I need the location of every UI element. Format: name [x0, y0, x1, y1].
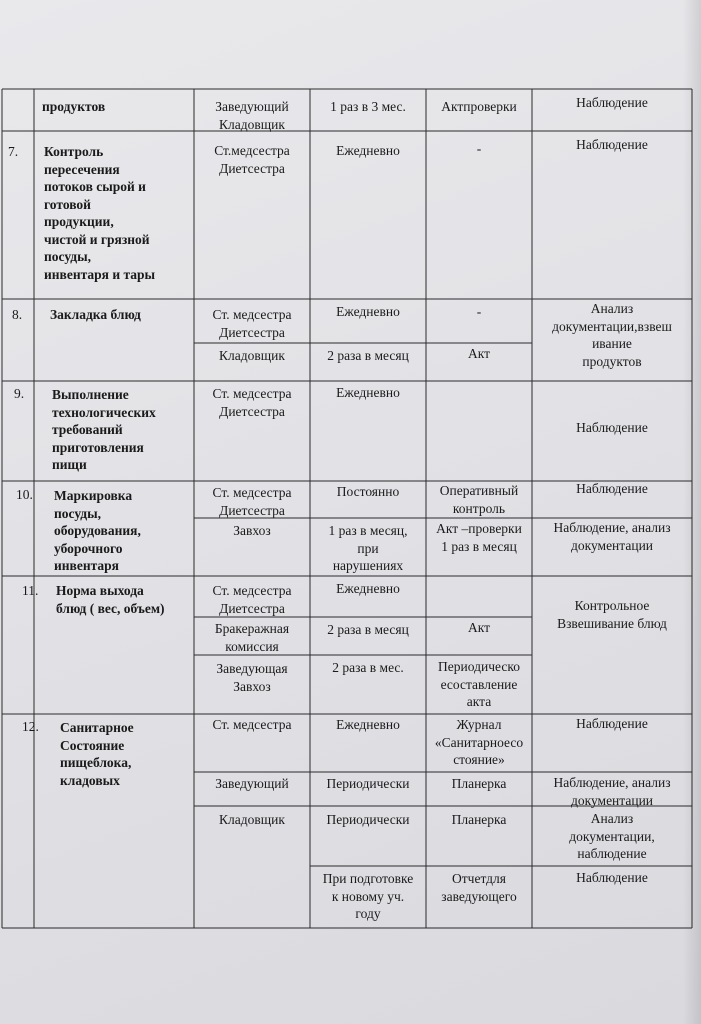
row-12-responsible-1: Ст. медсестра — [212, 717, 292, 732]
row-12-responsible-3: Кладовщик — [219, 812, 285, 827]
row-8-document-1: - — [476, 304, 482, 319]
row-11-label: Норма выхода блюд ( вес, объем) — [56, 583, 165, 616]
row-7-label: Контроль пересечения потоков сырой и готовой продукции, чистой и грязной посуды, инвентаря и тары — [44, 144, 156, 282]
row-10-responsible-2: Завхоз — [233, 523, 271, 538]
row-8-responsible-1: Ст. медсестра Диетсестра — [212, 307, 292, 340]
row-11-method: Контрольное Взвешивание блюд — [557, 598, 667, 631]
row-12-frequency-3: Периодически — [326, 812, 410, 827]
row-12-method-4: Наблюдение — [576, 870, 648, 885]
row-8-label: Закладка блюд — [50, 307, 141, 322]
row-6-document: Актпроверки — [441, 99, 517, 114]
row-8-method: Анализ документации,взвеш ивание продуктов — [552, 301, 672, 369]
row-7-document: - — [476, 141, 482, 156]
row-11-responsible-3: Заведующая Завхоз — [216, 661, 288, 694]
page-edge-shadow — [683, 0, 701, 1024]
row-11-frequency-1: Ежедневно — [336, 581, 400, 596]
row-10-method-2: Наблюдение, анализ документации — [553, 520, 671, 553]
row-11-number: 11. — [22, 583, 39, 598]
row-11-document-3: Периодическо есоставление акта — [438, 659, 520, 709]
row-12-document-3: Планерка — [451, 812, 507, 827]
row-7-method: Наблюдение — [576, 137, 648, 152]
row-12-frequency-1: Ежедневно — [336, 717, 400, 732]
row-9-number: 9. — [14, 386, 25, 401]
row-10-number: 10. — [16, 487, 33, 502]
row-6-label: продуктов — [42, 99, 106, 114]
row-10-responsible-1: Ст. медсестра Диетсестра — [212, 485, 292, 518]
row-11-document-2: Акт — [467, 620, 491, 635]
row-7-frequency: Ежедневно — [336, 143, 400, 158]
row-12-frequency-4: При подготовке к новому уч. году — [322, 871, 414, 921]
row-12-frequency-2: Периодически — [326, 776, 410, 791]
row-12-document-2: Планерка — [451, 776, 507, 791]
row-11-frequency-3: 2 раза в мес. — [332, 660, 404, 675]
row-9-frequency: Ежедневно — [336, 385, 400, 400]
row-12-document-4: Отчетдля заведующего — [441, 871, 517, 904]
row-7-responsible: Ст.медсестра Диетсестра — [214, 143, 290, 176]
row-10-method-1: Наблюдение — [576, 481, 648, 496]
row-12-method-1: Наблюдение — [576, 716, 648, 731]
row-10-document-2: Акт –проверки 1 раз в месяц — [436, 521, 522, 554]
row-7-number: 7. — [8, 144, 19, 159]
row-12-label: Санитарное Состояние пищеблока, кладовых — [60, 720, 134, 788]
row-8-document-2: Акт — [467, 346, 491, 361]
row-8-frequency-1: Ежедневно — [336, 304, 400, 319]
row-11-frequency-2: 2 раза в месяц — [327, 622, 409, 637]
row-9-responsible: Ст. медсестра Диетсестра — [212, 386, 292, 419]
row-8-responsible-2: Кладовщик — [219, 348, 285, 363]
row-6-method: Наблюдение — [576, 95, 648, 110]
row-8-number: 8. — [12, 307, 23, 322]
row-6-responsible: Заведующий Кладовщик — [215, 99, 289, 132]
row-10-document-1: Оперативный контроль — [439, 483, 519, 516]
row-8-frequency-2: 2 раза в месяц — [327, 348, 409, 363]
row-10-label: Маркировка посуды, оборудования, уборочного инвентаря — [54, 488, 141, 573]
row-12-responsible-2: Заведующий — [215, 776, 289, 791]
row-11-responsible-1: Ст. медсестра Диетсестра — [212, 583, 292, 616]
row-9-label: Выполнение технологических требований приготовления пищи — [52, 387, 156, 472]
row-10-frequency-1: Постоянно — [336, 484, 400, 499]
row-10-frequency-2: 1 раз в месяц, при нарушениях — [328, 523, 408, 573]
row-6-frequency: 1 раз в 3 мес. — [330, 99, 406, 114]
row-12-number: 12. — [22, 719, 39, 734]
row-11-responsible-2: Бракеражная комиссия — [214, 621, 290, 654]
row-12-method-3: Анализ документации, наблюдение — [569, 811, 655, 861]
row-9-method: Наблюдение — [576, 420, 648, 435]
row-12-document-1: Журнал «Санитарноесо стояние» — [434, 717, 524, 767]
row-12-method-2: Наблюдение, анализ документации — [553, 775, 671, 808]
